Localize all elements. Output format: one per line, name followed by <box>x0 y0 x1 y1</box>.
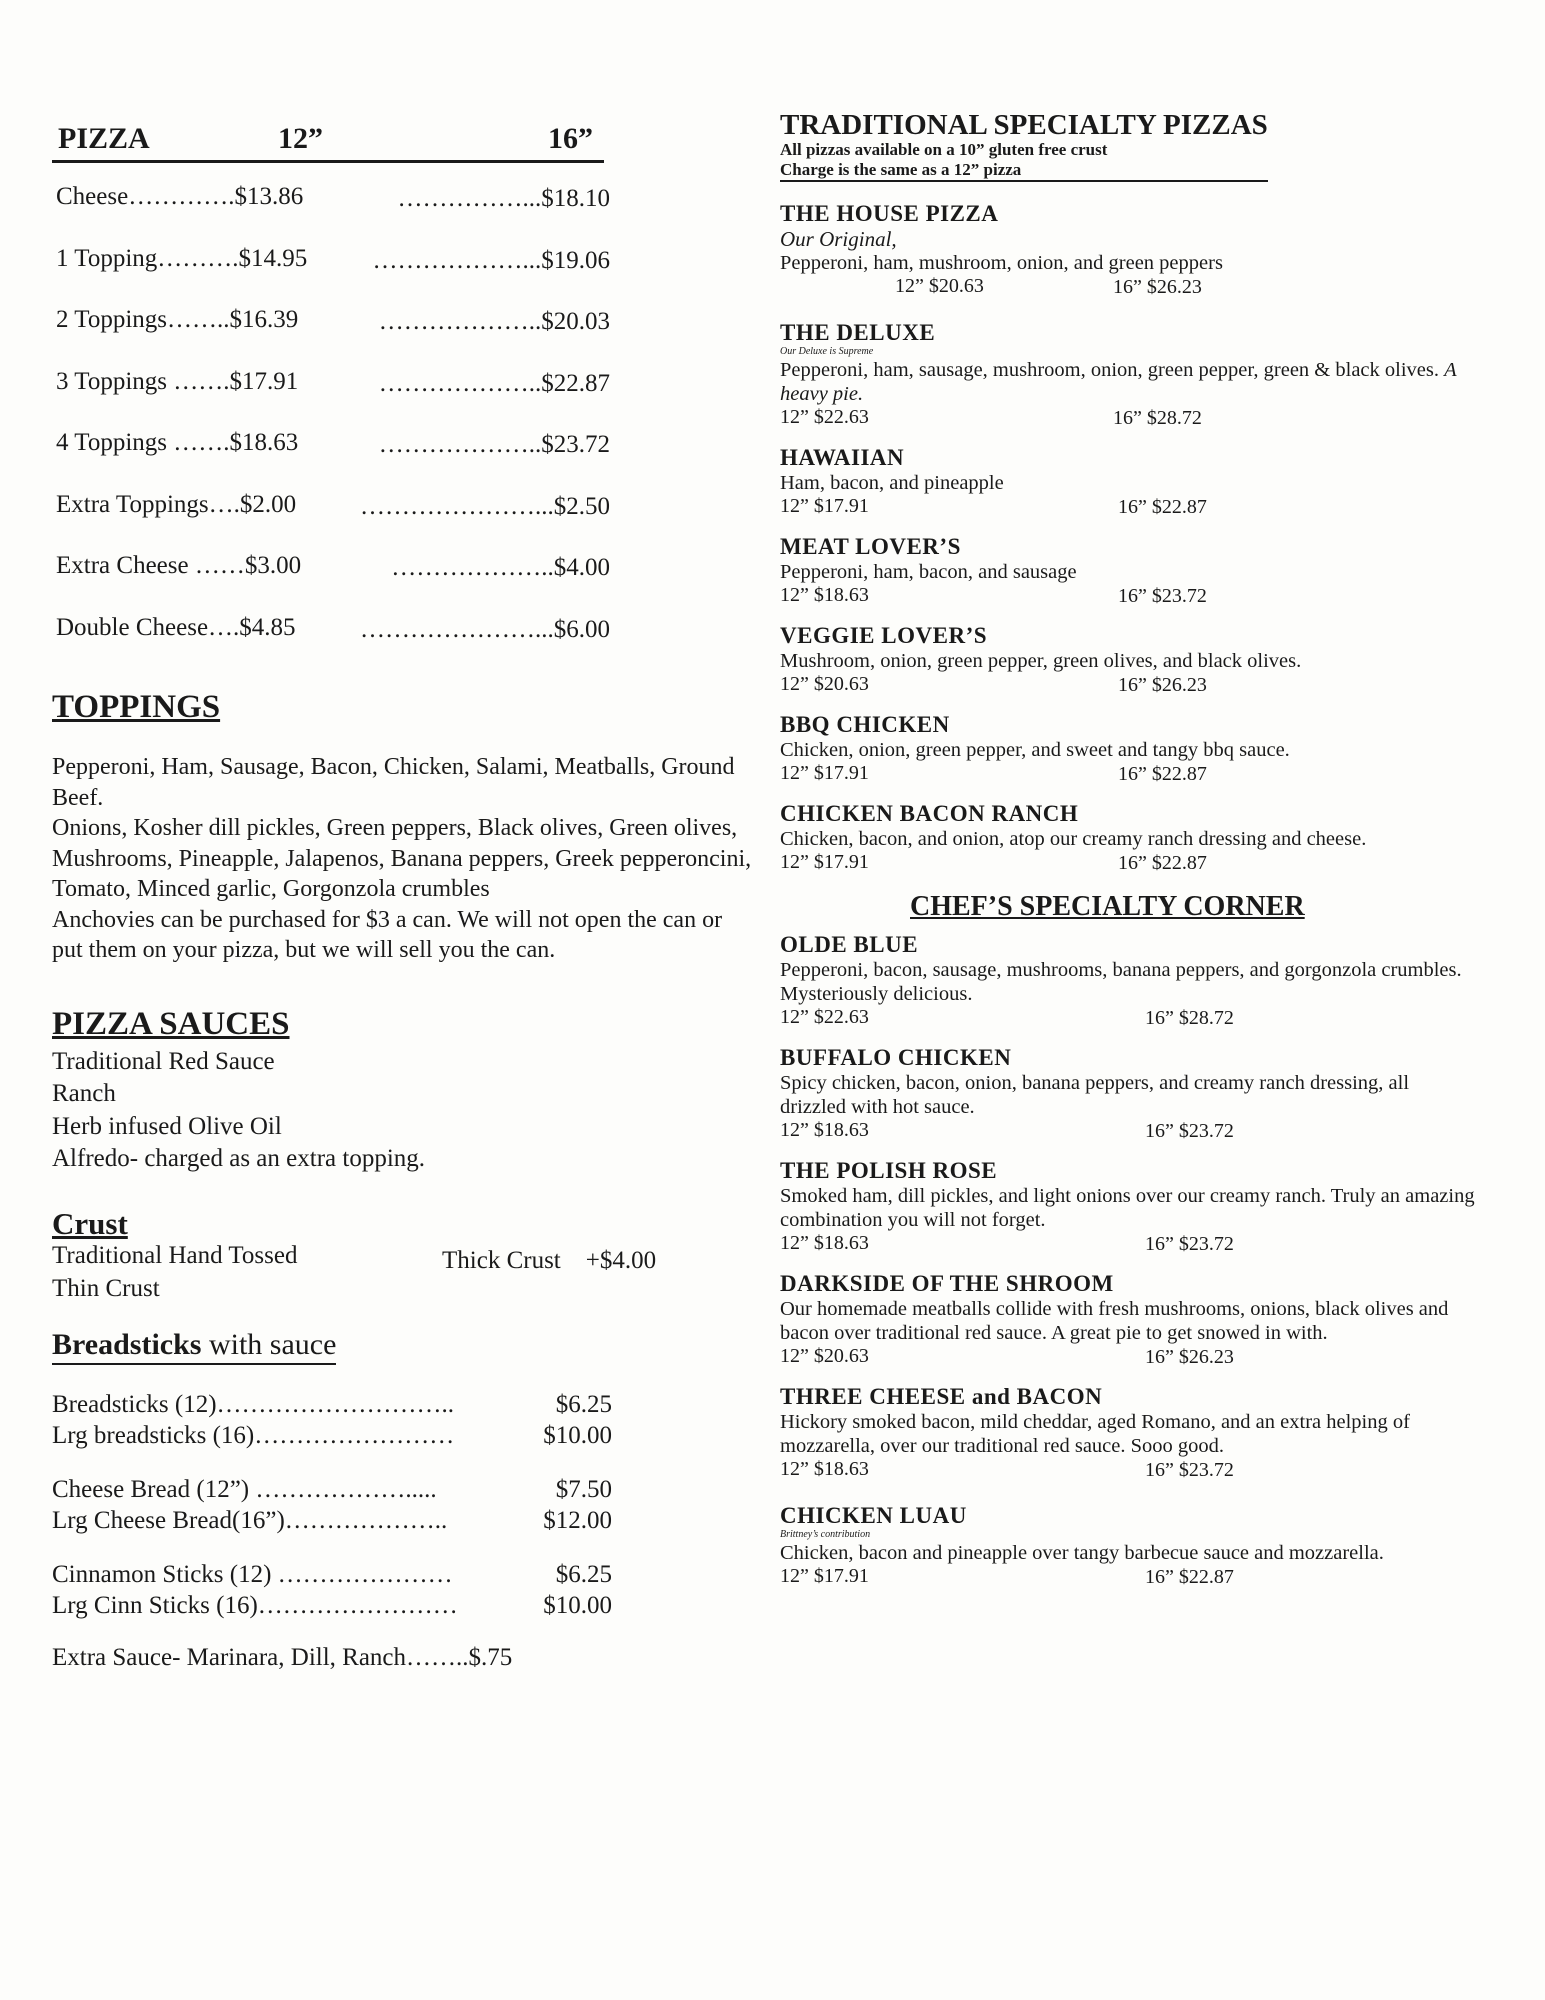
toppings-veggies: Onions, Kosher dill pickles, Green peppers, Black olives, Green olives, Mushrooms, Pineapple, Jalapenos, Banana peppers, Greek pepperoncini, Tomato, Minced garlic, Gorgonzola crumbles <box>52 815 752 902</box>
price-12: 12” $20.63 <box>895 275 984 297</box>
left-column <box>52 118 762 1672</box>
price-12: 12” $18.63 <box>780 1119 869 1141</box>
sauces-heading: PIZZA SAUCES <box>52 1005 290 1042</box>
price-12: 12” $17.91 <box>780 1565 869 1587</box>
pizza-name: CHICKEN LUAU <box>780 1503 967 1528</box>
pizza-name: THREE CHEESE and BACON <box>780 1384 1103 1409</box>
price-16: 16” $23.72 <box>1145 1459 1234 1481</box>
pizza-prices <box>780 762 1480 786</box>
crust-row <box>52 1275 762 1308</box>
pizza-name: THE HOUSE PIZZA <box>780 201 999 226</box>
specialty-pizza <box>780 1270 1480 1369</box>
price-row <box>52 423 762 485</box>
sauces-list <box>52 1046 762 1176</box>
item-name: Cinnamon Sticks (12) ………………… <box>52 1560 453 1588</box>
price-12: 12” $18.63 <box>780 584 869 606</box>
pizza-tagline: Brittney’s contribution <box>780 1529 871 1540</box>
price-16: 16” $28.72 <box>1145 1007 1234 1029</box>
specialty-pizza <box>780 1044 1480 1143</box>
breadsticks-title: Breadsticks <box>52 1327 202 1361</box>
price-16: 16” $22.87 <box>1118 763 1207 785</box>
pizza-description: Our homemade meatballs collide with fresh mushrooms, onions, black olives and bacon over traditional red sauce. A great pie to get snowed in with. <box>780 1298 1449 1344</box>
price-right: ………………..$22.87 <box>378 369 610 397</box>
pizza-prices <box>780 1458 1480 1482</box>
specialty-pizza <box>780 319 1480 430</box>
pizza-description: Spicy chicken, bacon, onion, banana peppers, and creamy ranch dressing, all drizzled with hot sauce. <box>780 1072 1410 1118</box>
price-right: ………………...$19.06 <box>372 246 610 274</box>
price-row <box>52 362 762 424</box>
specialty-pizza <box>780 711 1480 786</box>
extra-sauce-line: Extra Sauce- Marinara, Dill, Ranch……..$.75 <box>52 1643 513 1671</box>
list-item <box>52 1507 612 1539</box>
item-name: Lrg breadsticks (16)…………………… <box>52 1422 455 1449</box>
pizza-description: Hickory smoked bacon, mild cheddar, aged Romano, and an extra helping of mozzarella, over our traditional red sauce. Sooo good. <box>780 1411 1410 1457</box>
price-right: …………………...$2.50 <box>360 492 610 520</box>
pizza-name: VEGGIE LOVER’S <box>780 623 988 648</box>
gf-note-bold: gluten free crust <box>988 140 1108 159</box>
list-item <box>52 1561 612 1593</box>
price-right: …………………...$6.00 <box>360 615 610 643</box>
specialty-pizza <box>780 1383 1480 1482</box>
pizza-prices <box>780 495 1480 519</box>
specialty-pizza <box>780 1157 1480 1256</box>
chef-specialty-heading: CHEF’S SPECIALTY CORNER <box>910 891 1305 922</box>
pizza-name: THE POLISH ROSE <box>780 1158 998 1183</box>
pizza-description: Chicken, onion, green pepper, and sweet and tangy bbq sauce. <box>780 739 1290 761</box>
pizza-description: Chicken, bacon and pineapple over tangy barbecue sauce and mozzarella. <box>780 1542 1384 1564</box>
item-price: $6.25 <box>555 1560 612 1588</box>
pizza-desc-italic: A heavy pie. <box>780 359 1457 405</box>
traditional-title: TRADITIONAL SPECIALTY PIZZAS <box>780 109 1268 141</box>
crust-row <box>52 1242 762 1275</box>
price-right: ………………..$4.00 <box>391 554 610 581</box>
price-12: 12” $17.91 <box>780 762 869 784</box>
crust-thin: Thin Crust <box>52 1274 160 1302</box>
item-name: Breadsticks (12)……………………….. <box>52 1390 455 1418</box>
price-12: 12” $22.63 <box>780 406 869 428</box>
crust-thick: Thick Crust +$4.00 <box>442 1246 657 1274</box>
pizza-prices <box>780 1006 1480 1030</box>
price-row <box>52 239 762 301</box>
price-12: 12” $18.63 <box>780 1232 869 1254</box>
pizza-description: Ham, bacon, and pineapple <box>780 472 1004 494</box>
pizza-name: HAWAIIAN <box>780 445 905 470</box>
price-row <box>52 608 762 670</box>
price-16: 16” $26.23 <box>1145 1346 1234 1368</box>
toppings-meats: Pepperoni, Ham, Sausage, Bacon, Chicken, Salami, Meatballs, Ground Beef. <box>52 754 735 811</box>
breadsticks-heading <box>52 1328 336 1365</box>
list-item <box>52 1476 612 1508</box>
pizza-name: BUFFALO CHICKEN <box>780 1045 1012 1070</box>
pizza-description: Pepperoni, ham, bacon, and sausage <box>780 561 1077 583</box>
pizza-prices <box>780 1232 1480 1256</box>
gf-charge-note: Charge is the same as a 12” pizza <box>780 160 1022 179</box>
specialty-pizza <box>780 200 1480 299</box>
price-16: 16” $26.23 <box>1118 674 1207 696</box>
price-right: ………………..$20.03 <box>378 308 610 335</box>
price-12: 12” $22.63 <box>780 1006 869 1028</box>
item-price: $10.00 <box>543 1422 612 1449</box>
pizza-price-header <box>52 118 604 163</box>
pizza-price-list <box>52 177 762 669</box>
breadsticks-list <box>52 1391 762 1624</box>
pizza-subtitle: Our Original, <box>780 227 897 251</box>
size-12-header: 12” <box>278 122 323 155</box>
pizza-name: DARKSIDE OF THE SHROOM <box>780 1271 1114 1296</box>
price-12: 12” $18.63 <box>780 1458 869 1480</box>
toppings-heading: TOPPINGS <box>52 689 221 725</box>
price-16: 16” $23.72 <box>1145 1120 1234 1142</box>
price-left: Extra Toppings….$2.00 <box>56 490 297 518</box>
price-left: 3 Toppings …….$17.91 <box>56 367 299 395</box>
price-row <box>52 177 762 239</box>
crust-hand-tossed: Traditional Hand Tossed <box>52 1241 298 1269</box>
item-price: $6.25 <box>555 1390 612 1418</box>
item-price: $12.00 <box>543 1507 612 1534</box>
price-16: 16” $22.87 <box>1118 496 1207 518</box>
item-price: $10.00 <box>543 1592 612 1619</box>
item-price: $7.50 <box>555 1475 612 1503</box>
price-16: 16” $28.72 <box>1113 407 1202 429</box>
crust-heading: Crust <box>52 1205 128 1241</box>
pizza-desc-text: Pepperoni, ham, sausage, mushroom, onion, green pepper, green & black olives. <box>780 359 1439 381</box>
item-name: Lrg Cheese Bread(16”)……………….. <box>52 1507 448 1534</box>
size-16-header: 16” <box>548 122 593 155</box>
price-12: 12” $20.63 <box>780 1345 869 1367</box>
price-16: 16” $23.72 <box>1118 585 1207 607</box>
price-right: ……………...$18.10 <box>397 185 610 212</box>
price-left: Double Cheese….$4.85 <box>56 613 296 641</box>
item-name: Cheese Bread (12”) ………………..... <box>52 1475 437 1503</box>
list-item <box>52 1391 612 1423</box>
pizza-prices <box>780 275 1480 299</box>
breadsticks-subtitle: with sauce <box>201 1327 337 1361</box>
traditional-heading <box>780 110 1268 182</box>
price-row <box>52 485 762 547</box>
specialty-pizza <box>780 444 1480 519</box>
price-12: 12” $20.63 <box>780 673 869 695</box>
gf-note-text: All pizzas available on a 10” <box>780 140 989 159</box>
pizza-prices <box>780 673 1480 697</box>
pizza-name: THE DELUXE <box>780 320 936 345</box>
pizza-prices <box>780 1565 1480 1589</box>
pizza-description <box>780 358 1480 406</box>
price-left: Extra Cheese ……$3.00 <box>56 552 302 579</box>
price-left: 1 Topping……….$14.95 <box>56 244 308 272</box>
specialty-pizza <box>780 622 1480 697</box>
price-12: 12” $17.91 <box>780 851 869 873</box>
price-16: 16” $23.72 <box>1145 1233 1234 1255</box>
toppings-anchovies-note: Anchovies can be purchased for $3 a can. We will not open the can or put them on your pizza, but we will sell you the can. <box>52 906 723 963</box>
list-item <box>52 1422 612 1454</box>
price-row <box>52 300 762 362</box>
toppings-text <box>52 752 757 966</box>
pizza-description: Pepperoni, bacon, sausage, mushrooms, banana peppers, and gorgonzola crumbles. Mysteriously delicious. <box>780 959 1462 1005</box>
specialty-pizza <box>780 800 1480 875</box>
sauce-item: Alfredo- charged as an extra topping. <box>52 1145 426 1172</box>
list-item <box>52 1592 612 1624</box>
pizza-description: Smoked ham, dill pickles, and light onions over our creamy ranch. Truly an amazing combination you will not forget. <box>780 1185 1475 1231</box>
price-16: 16” $22.87 <box>1145 1566 1234 1588</box>
pizza-description: Mushroom, onion, green pepper, green olives, and black olives. <box>780 650 1302 672</box>
pizza-prices <box>780 851 1480 875</box>
sauce-item: Herb infused Olive Oil <box>52 1112 282 1140</box>
sauce-item: Ranch <box>52 1080 116 1107</box>
pizza-prices <box>780 1119 1480 1143</box>
pizza-name: CHICKEN BACON RANCH <box>780 801 1079 826</box>
pizza-prices <box>780 1345 1480 1369</box>
pizza-prices <box>780 584 1480 608</box>
specialty-pizza <box>780 533 1480 608</box>
pizza-description: Pepperoni, ham, mushroom, onion, and green peppers <box>780 252 1223 274</box>
pizza-name: OLDE BLUE <box>780 932 919 957</box>
right-column <box>780 110 1480 1589</box>
pizza-title: PIZZA <box>58 122 150 155</box>
price-row <box>52 546 762 608</box>
pizza-prices <box>780 406 1480 430</box>
price-left: 2 Toppings……..$16.39 <box>56 306 299 333</box>
price-left: Cheese………….$13.86 <box>56 183 304 210</box>
price-16: 16” $22.87 <box>1118 852 1207 874</box>
pizza-tagline: Our Deluxe is Supreme <box>780 346 874 357</box>
sauce-item: Traditional Red Sauce <box>52 1047 275 1075</box>
pizza-description: Chicken, bacon, and onion, atop our creamy ranch dressing and cheese. <box>780 828 1367 850</box>
item-name: Lrg Cinn Sticks (16)…………………… <box>52 1592 458 1619</box>
price-12: 12” $17.91 <box>780 495 869 517</box>
specialty-pizza <box>780 931 1480 1030</box>
price-16: 16” $26.23 <box>1113 276 1202 298</box>
price-right: ………………..$23.72 <box>378 431 610 458</box>
pizza-name: BBQ CHICKEN <box>780 712 950 737</box>
pizza-name: MEAT LOVER’S <box>780 534 961 559</box>
gluten-free-note <box>780 140 1268 160</box>
specialty-pizza <box>780 1502 1480 1589</box>
price-left: 4 Toppings …….$18.63 <box>56 429 299 456</box>
